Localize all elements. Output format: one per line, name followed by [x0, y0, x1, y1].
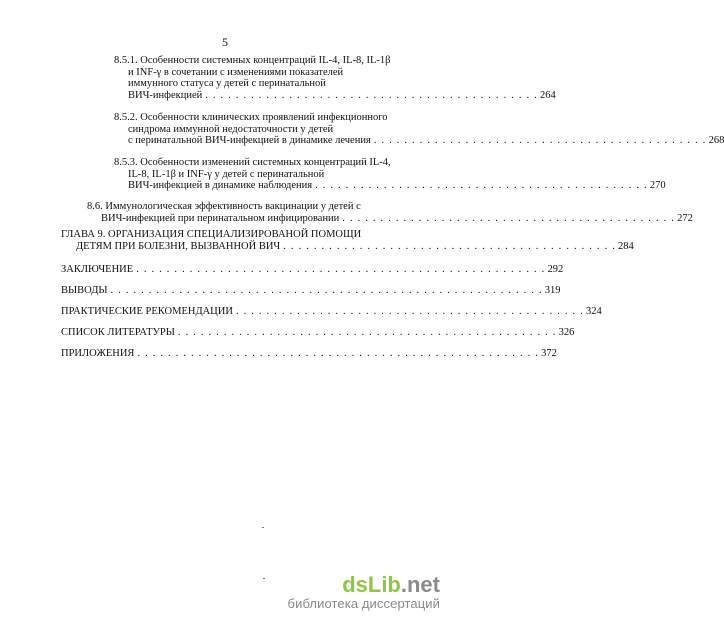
- dot-leader: . . . . . . . . . . . . . . . . . . . . . . . . . . . . . . . . . . . . . . . . . . . .: [373, 135, 707, 147]
- toc-leader-row: [114, 135, 724, 147]
- toc-entry-8-5-1[interactable]: [114, 55, 556, 101]
- toc-leader-row: [87, 212, 693, 225]
- toc-entry-8-6[interactable]: [87, 201, 693, 224]
- toc-entry-text: СПИСОК ЛИТЕРАТУРЫ: [61, 327, 175, 338]
- toc-page-number: 326: [558, 327, 575, 338]
- toc-page-number: 270: [649, 180, 666, 192]
- toc-leader-row: [114, 89, 556, 102]
- toc-entry-8-5-3[interactable]: [114, 157, 666, 192]
- dot-leader: . . . . . . . . . . . . . . . . . . . . . . . . . . . . . . . . . . . . . . . . . . . . . . . . . . . . .: [137, 348, 540, 359]
- toc-entry-text: 8.5.3. Особенности изменений системных концентраций IL-4,: [114, 157, 391, 168]
- toc-entry-text: иммунного статуса у детей с перинатальной: [128, 78, 326, 90]
- toc-leader-row: [61, 240, 634, 253]
- watermark-subtitle: библиотека диссертаций: [287, 596, 440, 611]
- toc-entry-text: ВИЧ-инфекцией: [128, 89, 203, 101]
- dot-leader: . . . . . . . . . . . . . . . . . . . . . . . . . . . . . . . . . . . . . . . . . . . .: [283, 240, 617, 252]
- dot-leader: . . . . . . . . . . . . . . . . . . . . . . . . . . . . . . . . . . . . . . . . . . . . . . . . . .: [177, 327, 557, 338]
- toc-page-number: 324: [586, 306, 602, 317]
- dot-leader: . . . . . . . . . . . . . . . . . . . . . . . . . . . . . . . . . . . . . . . . . . . .: [205, 89, 539, 101]
- toc-entry-text: 8.5.2. Особенности клинических проявлений инфекционного: [114, 112, 388, 123]
- toc-entry-text: IL-8, IL-1β и INF-γ у детей с перинатальной: [128, 168, 325, 180]
- toc-entry-references[interactable]: [61, 327, 575, 339]
- toc-entry-recommendations[interactable]: [61, 306, 602, 318]
- toc-entry-text: ДЕТЯМ ПРИ БОЛЕЗНИ, ВЫЗВАННОЙ ВИЧ: [76, 240, 281, 252]
- toc-entry-8-5-2[interactable]: [114, 112, 724, 147]
- dot-leader: . . . . . . . . . . . . . . . . . . . . . . . . . . . . . . . . . . . . . . . . . . . . . .: [235, 306, 585, 317]
- toc-entry-text: ПРИЛОЖЕНИЯ: [61, 348, 135, 359]
- toc-entry-text: ВИЧ-инфекцией при перинатальном инфицировании: [101, 212, 340, 224]
- toc-page-number: 272: [677, 212, 693, 224]
- watermark-logo-part2: .net: [400, 572, 440, 597]
- watermark-logo-part1: dsLib: [342, 572, 401, 597]
- toc-entry-text: ЗАКЛЮЧЕНИЕ: [61, 264, 134, 275]
- scan-speck: [263, 578, 265, 579]
- toc-page-number: 372: [541, 348, 557, 359]
- dot-leader: . . . . . . . . . . . . . . . . . . . . . . . . . . . . . . . . . . . . . . . . . . . .: [342, 212, 676, 224]
- toc-entry-appendices[interactable]: [61, 348, 557, 360]
- toc-entry-text: и INF-γ в сочетании с изменениями показателей: [128, 66, 344, 78]
- toc-entry-text: ВИЧ-инфекцией в динамике наблюдения: [128, 180, 313, 192]
- toc-entry-text: 8.5.1. Особенности системных концентраций IL-4, IL-8, IL-1β: [114, 55, 391, 66]
- dot-leader: . . . . . . . . . . . . . . . . . . . . . . . . . . . . . . . . . . . . . . . . . . . . . . . . . . . . . . . . .: [110, 285, 543, 296]
- dot-leader: . . . . . . . . . . . . . . . . . . . . . . . . . . . . . . . . . . . . . . . . . . . .: [315, 180, 648, 192]
- toc-entry-chapter-9[interactable]: [61, 229, 634, 252]
- watermark-logo[interactable]: [288, 574, 440, 596]
- toc-page-number: 319: [544, 285, 561, 296]
- toc-entry-text: ВЫВОДЫ: [61, 285, 108, 296]
- dot-leader: . . . . . . . . . . . . . . . . . . . . . . . . . . . . . . . . . . . . . . . . . . . . . . . . . . . . . .: [136, 264, 546, 275]
- toc-entry-text: синдрома иммунной недостаточности у детей: [128, 123, 334, 135]
- scan-speck: [262, 527, 264, 528]
- toc-page-number: 268: [708, 135, 724, 147]
- toc-page-number: 292: [547, 264, 564, 275]
- toc-page-number: 264: [540, 89, 556, 101]
- toc-leader-row: [114, 180, 666, 192]
- page-number: 5: [222, 35, 228, 49]
- toc-entry-findings[interactable]: [61, 285, 561, 297]
- toc-entry-conclusion[interactable]: [61, 264, 564, 276]
- toc-entry-text: 8.6. Иммунологическая эффективность вакцинации у детей с: [87, 201, 361, 212]
- toc-entry-text: ПРАКТИЧЕСКИЕ РЕКОМЕНДАЦИИ: [61, 306, 233, 317]
- toc-page-number: 284: [618, 240, 634, 252]
- toc-entry-text: с перинатальной ВИЧ-инфекцией в динамике лечения: [128, 135, 371, 147]
- watermark: [288, 574, 440, 612]
- toc-entry-text: ГЛАВА 9. ОРГАНИЗАЦИЯ СПЕЦИАЛИЗИРОВАНОЙ ПОМОЩИ: [61, 229, 362, 240]
